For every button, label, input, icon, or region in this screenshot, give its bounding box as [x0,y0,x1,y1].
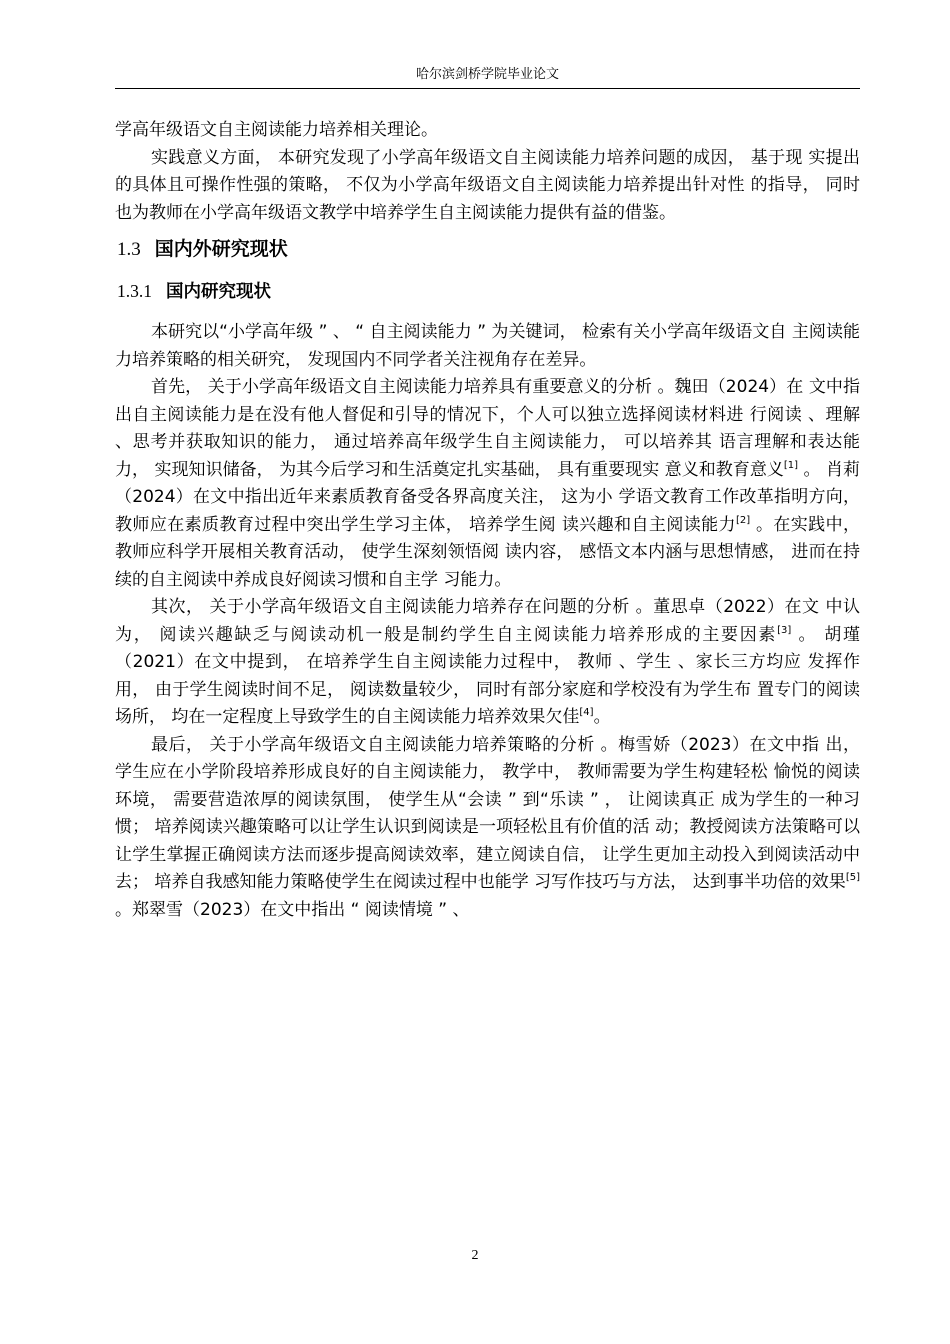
section-title: 国内外研究现状 [154,238,288,260]
citation-ref[interactable]: [5] [845,872,860,883]
running-header: 哈尔滨剑桥学院毕业论文 [115,66,860,89]
text-run: 。 胡瑾（2021）在文中提到， 在培养学生自主阅读能力过程中， 教师 、学生 、家长三方均应 发挥作用， 由于学生阅读时间不足， 阅读数量较少， 同时有部分家庭和学校没有为学生布 置专门的阅读场所， 均在一定程度上导致学生的自主阅读能力培养效果欠佳 [115,624,860,727]
text-run: 。 [593,707,611,727]
text-run: 。郑翠雪（2023）在文中指出 “ 阅读情境 ” 、 [115,899,470,920]
paragraph-practical-significance: 实践意义方面， 本研究发现了小学高年级语文自主阅读能力培养问题的成因， 基于现 实提出的具体且可操作性强的策略， 不仅为小学高年级语文自主阅读能力培养提出针对性 的指导， 同时也为教师在小学高年级语文教学中培养学生自主阅读能力提供有益的借鉴。 [115,147,860,223]
text-run: 首先， 关于小学高年级语文自主阅读能力培养具有重要意义的分析 。魏田（2024）在 文中指出自主阅读能力是在没有他人督促和引导的情况下，个人可以独立选择阅读材料进 行阅读 、理解 、思考并获取知识的能力， 通过培养高年级学生自主阅读能力， 可以培养其 语言理解和表达能力， 实现知识储备， 为其今后学习和生活奠定扎实基础， 具有重要现实 意义和教育意义 [115,377,860,480]
text-run: 。 肖莉（2024）在文中指出近年来素质教育备受各界高度关注， 这为小 学语文教育工作改革指明方向， 教师应在素质教育过程中突出学生学习主体， 培养学生阅 读兴趣和自主阅读能力 [115,459,860,535]
subsection-title: 国内研究现状 [166,282,271,302]
text-run: 其次， 关于小学高年级语文自主阅读能力培养存在问题的分析 。董思卓（2022）在文 中认为， 阅读兴趣缺乏与阅读动机一般是制约学生自主阅读能力培养形成的主要因素 [115,597,860,645]
citation-ref[interactable]: [1] [783,459,799,471]
document-body [115,117,860,924]
section-number: 1.3 [117,239,141,260]
text-run: 。在实践中， 教师应科学开展相关教育活动， 使学生深刻领悟阅 读内容， 感悟文本内涵与思想情感， 进而在持续的自主阅读中养成良好阅读习惯和自主学 习能力。 [115,514,861,590]
paragraph-continuation: 学高年级语文自主阅读能力培养相关理论。 [115,120,438,140]
paragraph-keywords: 本研究以“小学高年级 ” 、 “ 自主阅读能力 ” 为关键词， 检索有关小学高年级语文自 主阅读能力培养策略的相关研究， 发现国内不同学者关注视角存在差异。 [115,322,860,370]
page-number: 2 [471,1248,479,1263]
citation-ref[interactable]: [3] [777,624,792,636]
subsection-heading-1-3-1 [117,276,860,307]
paragraph-second [115,594,860,732]
paragraph-first [115,374,860,594]
paragraph-finally [115,732,860,925]
section-heading-1-3 [117,231,860,268]
citation-ref[interactable]: [2] [735,514,751,526]
citation-ref[interactable]: [4] [579,707,594,718]
text-run: 最后， 关于小学高年级语文自主阅读能力培养策略的分析 。梅雪娇（2023）在文中指 出， 学生应在小学阶段培养形成良好的自主阅读能力， 教学中， 教师需要为学生构建轻松 愉悦的阅读环境， 需要营造浓厚的阅读氛围， 使学生从“会读 ” 到“乐读 ” ， 让阅读真正 成为学生的一种习惯； 培养阅读兴趣策略可以让学生认识到阅读是一项轻松且有价值的活 动；教授阅读方法策略可以让学生掌握正确阅读方法而逐步提高阅读效率，建立阅读自信， 让学生更加主动投入到阅读活动中去； 培养自我感知能力策略使学生在阅读过程中也能学 习写作技巧与方法， 达到事半功倍的效果 [115,734,860,892]
subsection-number: 1.3.1 [117,281,152,301]
